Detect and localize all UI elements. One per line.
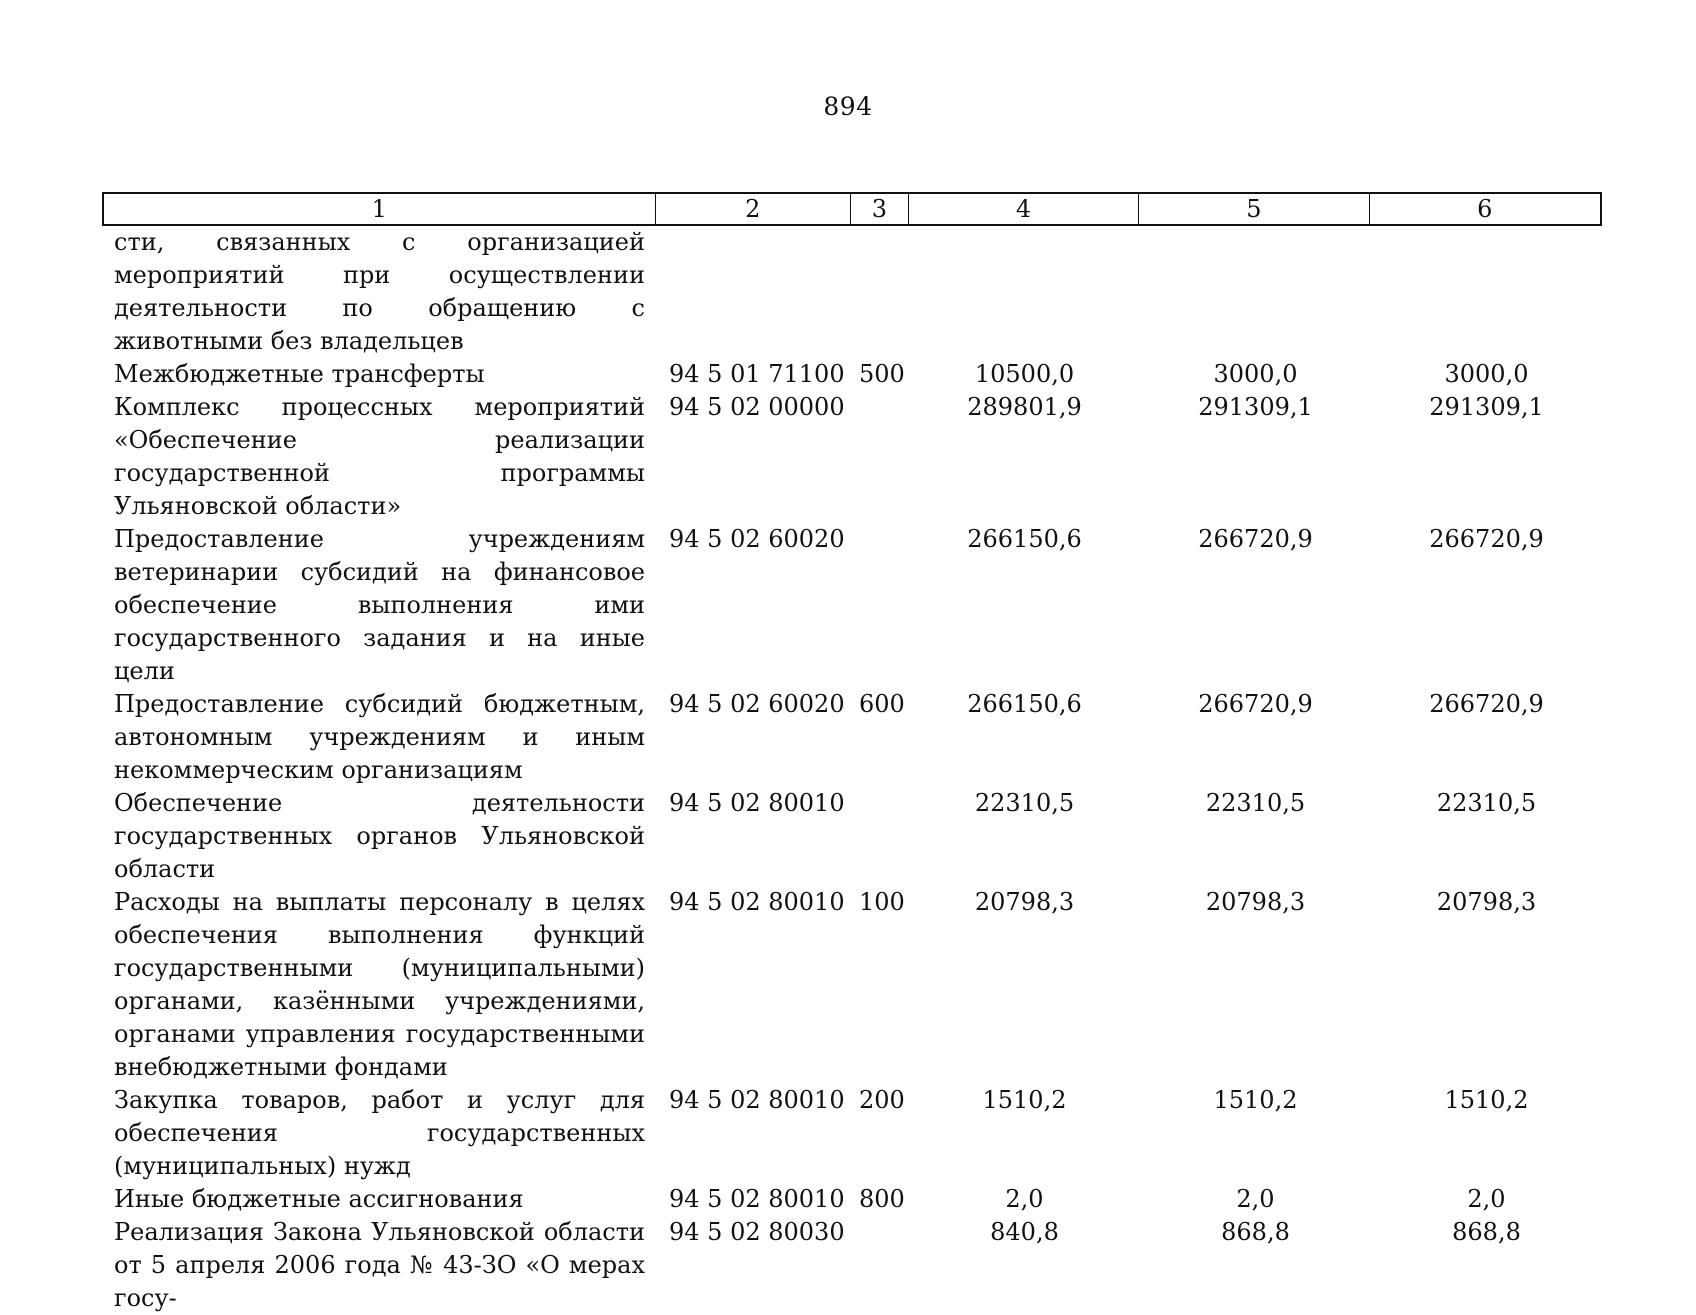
row-code <box>655 226 851 358</box>
row-value-col6: 1510,2 <box>1444 1086 1529 1114</box>
row-value-col6 <box>1371 226 1602 358</box>
table-row <box>102 523 1602 688</box>
row-value-col4: 1510,2 <box>982 1086 1067 1114</box>
row-value-col6: 868,8 <box>1452 1218 1521 1246</box>
row-value-col4: 840,8 <box>990 1218 1059 1246</box>
row-code: 94 5 02 80030 <box>669 1218 845 1246</box>
table-row <box>102 1084 1602 1183</box>
row-value-col6: 266720,9 <box>1429 690 1544 718</box>
row-name: Расходы на выплаты персоналу в целях обеспечения выполнения функций государственными (муниципальными) органами, казёнными учреждениями, органами управления государственными внебюджетными фондами <box>114 888 645 1081</box>
row-type: 800 <box>859 1185 905 1213</box>
row-value-col4: 22310,5 <box>974 789 1075 817</box>
table-header <box>102 192 1602 226</box>
row-value-col6: 2,0 <box>1467 1185 1506 1213</box>
header-col-5: 5 <box>1139 194 1369 224</box>
row-name: Предоставление учреждениям ветеринарии субсидий на финансовое обеспечение выполнения ими государственного задания и на иные цели <box>114 525 645 685</box>
row-type: 200 <box>859 1086 905 1114</box>
table-row <box>102 1216 1602 1315</box>
header-col-1: 1 <box>104 194 656 224</box>
row-value-col5: 868,8 <box>1221 1218 1290 1246</box>
budget-table <box>102 192 1602 1315</box>
row-value-col4: 266150,6 <box>967 690 1082 718</box>
row-code: 94 5 02 80010 <box>669 1086 845 1114</box>
row-code: 94 5 02 60020 <box>669 525 845 553</box>
row-value-col5: 22310,5 <box>1205 789 1306 817</box>
row-value-col4: 2,0 <box>1005 1185 1044 1213</box>
row-code: 94 5 02 80010 <box>669 888 845 916</box>
row-type <box>851 226 909 358</box>
row-value-col4: 20798,3 <box>974 888 1075 916</box>
table-row <box>102 391 1602 523</box>
row-name: сти, связанных с организацией мероприятий при осуществлении деятельности по обращению с животными без владельцев <box>114 228 645 355</box>
row-value-col6: 291309,1 <box>1429 393 1544 421</box>
row-value-col6: 3000,0 <box>1444 360 1529 388</box>
header-col-3: 3 <box>851 194 909 224</box>
row-value-col4: 266150,6 <box>967 525 1082 553</box>
row-value-col6: 22310,5 <box>1436 789 1537 817</box>
row-code: 94 5 02 60020 <box>669 690 845 718</box>
row-type <box>851 523 909 688</box>
row-value-col4 <box>909 226 1140 358</box>
row-value-col6: 266720,9 <box>1429 525 1544 553</box>
table-row <box>102 787 1602 886</box>
header-col-6: 6 <box>1477 195 1493 223</box>
row-type <box>851 787 909 886</box>
row-name: Иные бюджетные ассигнования <box>114 1185 524 1213</box>
row-value-col4: 10500,0 <box>974 360 1075 388</box>
row-name: Закупка товаров, работ и услуг для обеспечения государственных (муниципальных) нужд <box>114 1086 645 1180</box>
row-name: Предоставление субсидий бюджетным, автономным учреждениям и иным некоммерческим организациям <box>114 690 645 784</box>
row-type <box>851 391 909 523</box>
row-value-col5: 2,0 <box>1236 1185 1275 1213</box>
row-value-col5: 266720,9 <box>1198 525 1313 553</box>
row-type: 100 <box>859 888 905 916</box>
table-body <box>102 226 1602 1315</box>
row-value-col5: 3000,0 <box>1213 360 1298 388</box>
header-col-2: 2 <box>656 194 851 224</box>
row-code: 94 5 02 00000 <box>669 393 845 421</box>
table-row <box>102 226 1602 358</box>
row-name: Обеспечение деятельности государственных органов Ульяновской области <box>114 789 645 883</box>
page-number: 894 <box>823 92 873 121</box>
header-col-4: 4 <box>909 194 1139 224</box>
row-value-col5 <box>1140 226 1371 358</box>
row-type: 600 <box>859 690 905 718</box>
table-row <box>102 688 1602 787</box>
row-value-col5: 291309,1 <box>1198 393 1313 421</box>
row-value-col6: 20798,3 <box>1436 888 1537 916</box>
row-code: 94 5 02 80010 <box>669 1185 845 1213</box>
row-code: 94 5 02 80010 <box>669 789 845 817</box>
row-value-col5: 1510,2 <box>1213 1086 1298 1114</box>
row-name: Реализация Закона Ульяновской области от 5 апреля 2006 года № 43-ЗО «О мерах госу- <box>114 1218 645 1312</box>
row-type <box>851 1216 909 1315</box>
table-row <box>102 886 1602 1084</box>
table-row <box>102 358 1602 391</box>
row-type: 500 <box>859 360 905 388</box>
row-value-col5: 20798,3 <box>1205 888 1306 916</box>
row-name: Межбюджетные трансферты <box>114 360 485 388</box>
row-value-col5: 266720,9 <box>1198 690 1313 718</box>
row-name: Комплекс процессных мероприятий «Обеспечение реализации государственной программы Ульяновской области» <box>114 393 645 520</box>
row-code: 94 5 01 71100 <box>669 360 845 388</box>
row-value-col4: 289801,9 <box>967 393 1082 421</box>
